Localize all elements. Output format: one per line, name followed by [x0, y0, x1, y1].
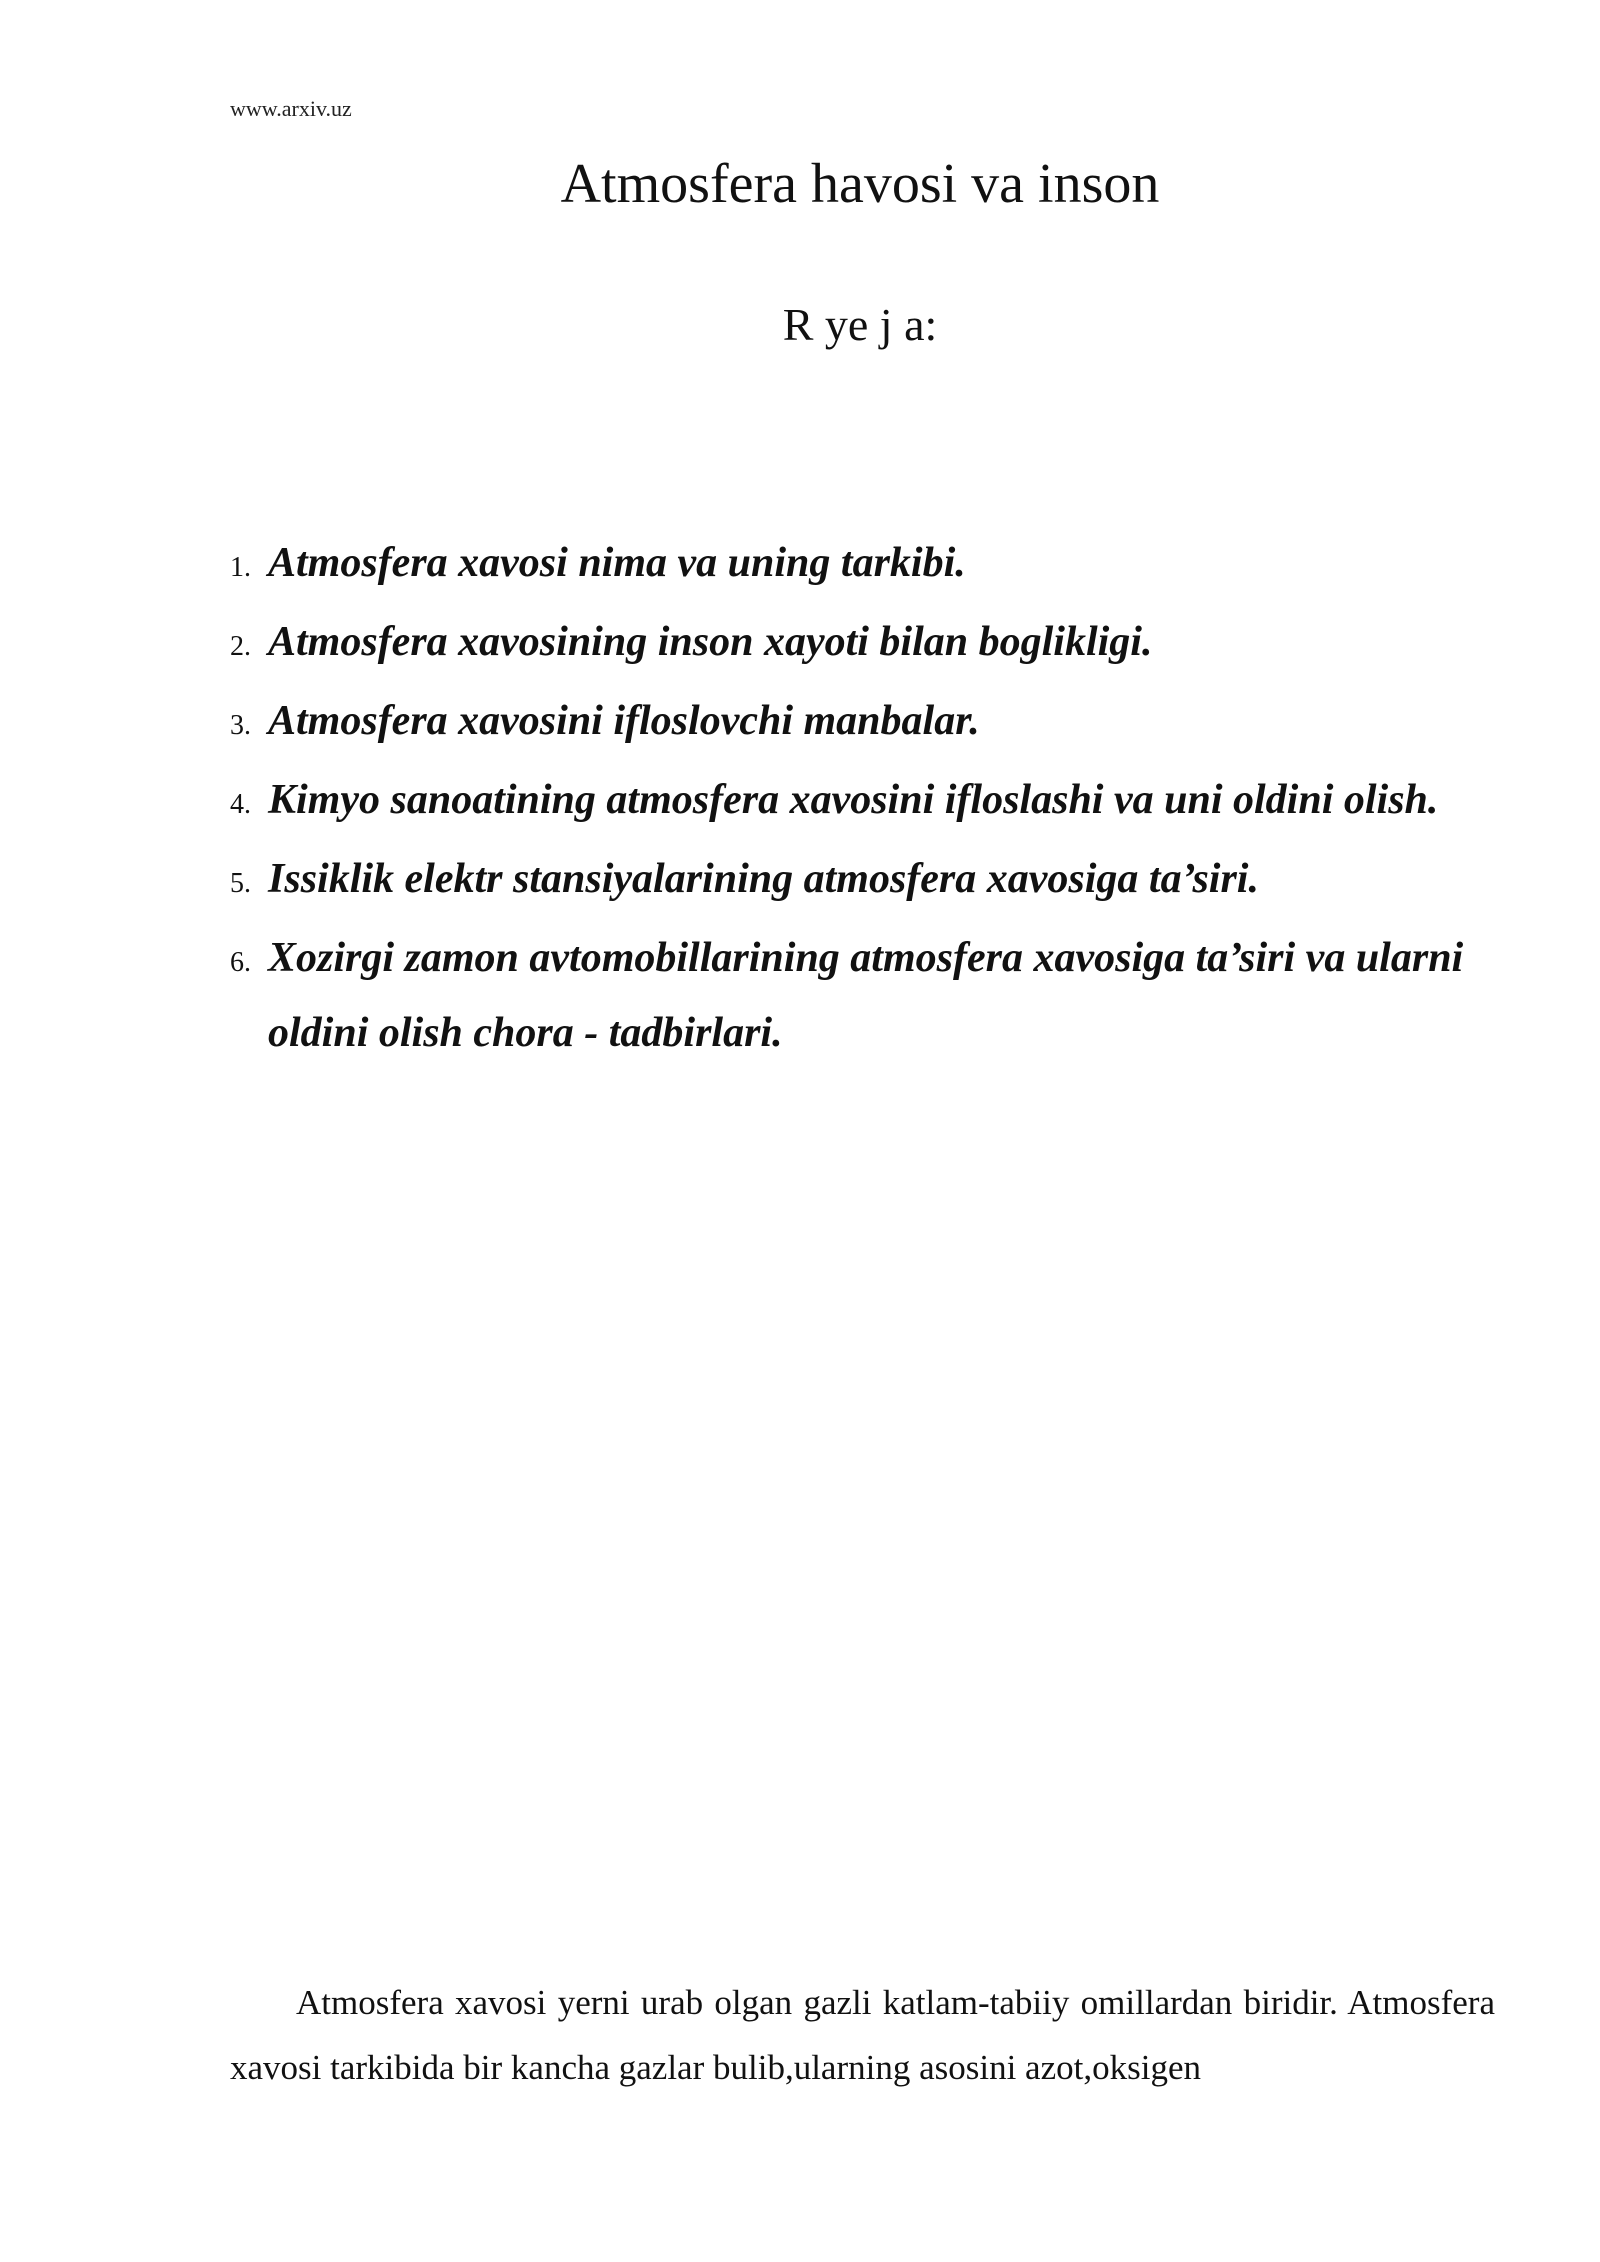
plan-item-text: Issiklik elektr stansiyalarining atmosfera xavosiga ta’siri.: [268, 856, 1259, 902]
body-paragraph: Atmosfera xavosi yerni urab olgan gazli katlam-tabiiy omillardan biridir. Atmosfera xavosi tarkibida bir kancha gazlar bulib,ularning asosini azot,oksigen: [230, 1983, 1495, 2087]
plan-item-4: [230, 763, 1530, 842]
plan-item-number: 6.: [230, 947, 251, 978]
plan-item-text: Atmosfera xavosining inson xayoti bilan boglikligi.: [268, 619, 1153, 665]
plan-item-6: [230, 921, 1530, 1071]
plan-item-number: 1.: [230, 552, 251, 583]
page-title: Atmosfera havosi va inson: [560, 153, 1160, 215]
plan-heading: R ye j a:: [782, 299, 938, 350]
plan-item-number: 3.: [230, 710, 251, 741]
plan-item-2: [230, 605, 1530, 684]
plan-item-text: Atmosfera xavosini ifloslovchi manbalar.: [268, 698, 980, 744]
plan-item-text: Xozirgi zamon avtomobillarining atmosfera xavosiga ta’siri va ularni oldini olish chora - tadbirlari.: [268, 935, 1464, 1056]
plan-item-text: Atmosfera xavosi nima va uning tarkibi.: [268, 540, 966, 586]
plan-item-number: 5.: [230, 868, 251, 899]
plan-item-3: [230, 684, 1530, 763]
plan-item-number: 4.: [230, 789, 251, 820]
plan-item-1: [230, 526, 1530, 605]
plan-item-number: 2.: [230, 631, 251, 662]
plan-item-text: Kimyo sanoatining atmosfera xavosini ifloslashi va uni oldini olish.: [268, 777, 1439, 823]
plan-item-5: [230, 842, 1530, 921]
header-url: www.arxiv.uz: [230, 96, 352, 121]
plan-list: [230, 526, 1530, 1071]
